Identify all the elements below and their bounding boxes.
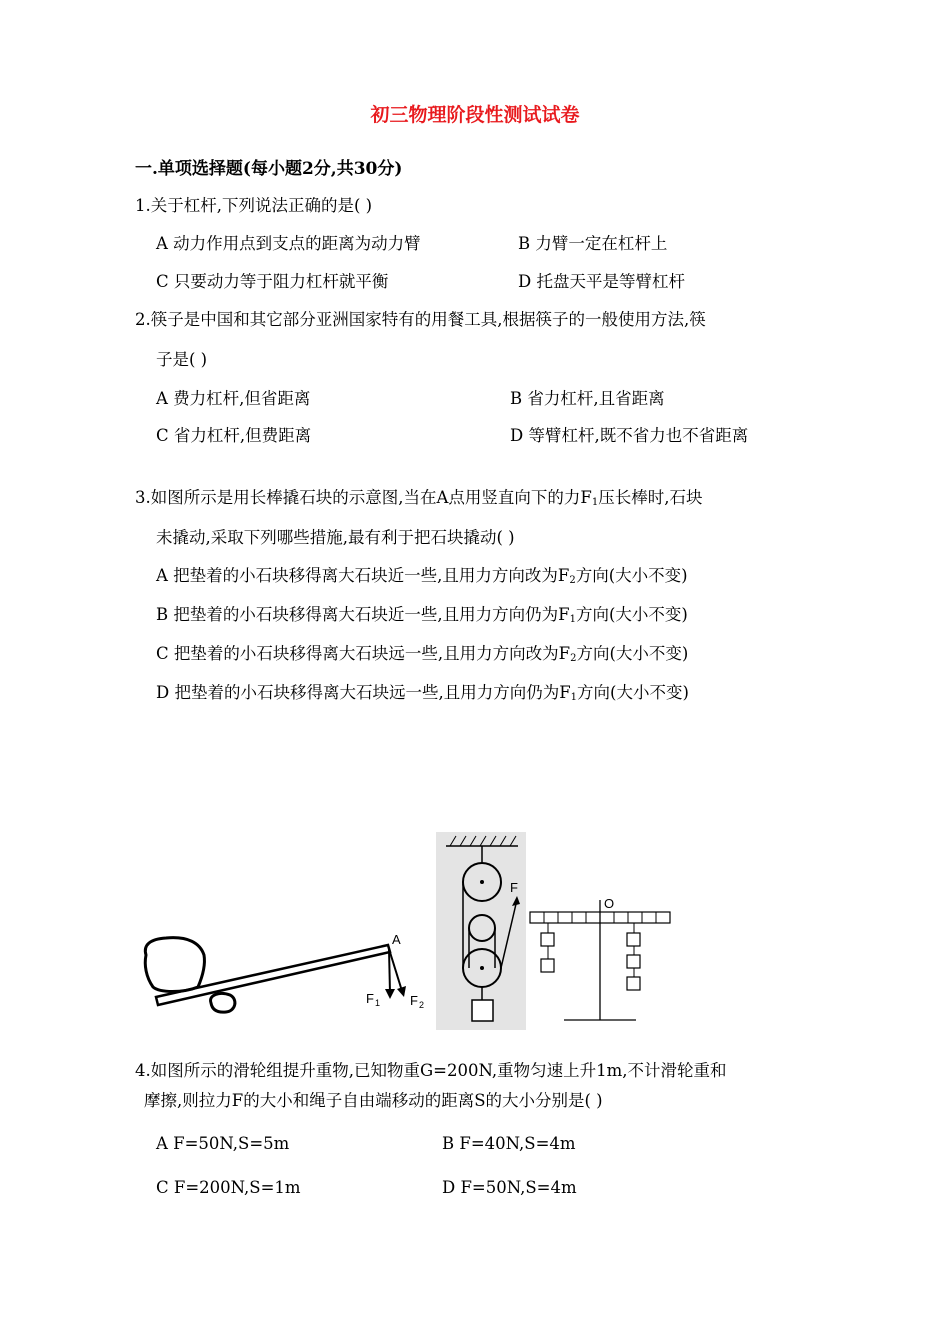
section-heading: 一.单项选择题(每小题2分,共30分) bbox=[135, 159, 403, 179]
option-text: 方向(大小不变) bbox=[576, 644, 689, 663]
weight-block bbox=[541, 959, 554, 972]
subscript: 2 bbox=[570, 653, 577, 664]
q1-option-c: C 只要动力等于阻力杠杆就平衡 bbox=[156, 272, 389, 291]
weight-block bbox=[627, 977, 640, 990]
option-text: 方向(大小不变) bbox=[575, 605, 688, 624]
q2-stem-line1: 2.筷子是中国和其它部分亚洲国家特有的用餐工具,根据筷子的一般使用方法,筷 bbox=[135, 310, 706, 329]
q2-option-a: A 费力杠杆,但省距离 bbox=[156, 389, 311, 408]
lever-f2-label: F bbox=[410, 993, 418, 1008]
q2-option-c: C 省力杠杆,但费距离 bbox=[156, 426, 312, 445]
option-text: D 把垫着的小石块移得离大石块远一些,且用力方向仍为F bbox=[156, 683, 571, 702]
q3-stem-line1 bbox=[135, 484, 702, 508]
q2-option-d: D 等臂杠杆,既不省力也不省距离 bbox=[510, 426, 749, 445]
q1-option-d: D 托盘天平是等臂杠杆 bbox=[518, 272, 685, 291]
q4-stem-line1: 4.如图所示的滑轮组提升重物,已知物重G=200N,重物匀速上升1m,不计滑轮重和 bbox=[135, 1061, 727, 1080]
q3-option-d bbox=[156, 679, 689, 703]
pulley-force-label: F bbox=[510, 880, 518, 895]
subscript: 1 bbox=[569, 614, 576, 625]
small-rock bbox=[211, 993, 235, 1012]
q3-option-a bbox=[156, 562, 688, 586]
q2-stem-line2: 子是( ) bbox=[156, 350, 208, 369]
lever-bar bbox=[156, 945, 390, 1005]
pulley-figure bbox=[436, 832, 526, 1030]
q1-option-b: B 力臂一定在杠杆上 bbox=[518, 234, 668, 253]
q3-stem-text: 3.如图所示是用长棒撬石块的示意图,当在A点用竖直向下的力F bbox=[135, 488, 592, 507]
large-rock bbox=[145, 938, 204, 992]
lever-point-label: A bbox=[392, 932, 401, 947]
load-weight bbox=[472, 1000, 493, 1021]
force-f2-arrowhead bbox=[397, 986, 406, 997]
q3-stem-text: 压长棒时,石块 bbox=[598, 488, 703, 507]
q1-stem: 1.关于杠杆,下列说法正确的是( ) bbox=[135, 196, 373, 215]
force-f1-arrowhead bbox=[385, 989, 395, 999]
pulley-axle bbox=[480, 880, 484, 884]
weight-block bbox=[627, 933, 640, 946]
lever-f1-label: F bbox=[366, 991, 374, 1006]
lever-f1-subscript: 1 bbox=[375, 998, 381, 1008]
subscript: 1 bbox=[570, 692, 578, 703]
weight-block bbox=[627, 955, 640, 968]
weight-block bbox=[541, 933, 554, 946]
q4-stem-line2: 摩擦,则拉力F的大小和绳子自由端移动的距离S的大小分别是( ) bbox=[144, 1091, 603, 1110]
pivot-label: O bbox=[604, 896, 615, 911]
q3-option-b bbox=[156, 601, 688, 625]
q4-option-c: C F=200N,S=1m bbox=[156, 1178, 301, 1197]
option-text: B 把垫着的小石块移得离大石块近一些,且用力方向仍为F bbox=[156, 605, 570, 624]
subscript: 1 bbox=[591, 497, 599, 508]
balance-figure bbox=[526, 892, 674, 1024]
option-text: A 把垫着的小石块移得离大石块近一些,且用力方向改为F bbox=[156, 566, 570, 585]
q3-stem-line2: 未撬动,采取下列哪些措施,最有利于把石块撬动( ) bbox=[156, 528, 515, 547]
lever-figure bbox=[138, 925, 438, 1025]
option-text: 方向(大小不变) bbox=[575, 566, 688, 585]
option-text: C 把垫着的小石块移得离大石块远一些,且用力方向改为F bbox=[156, 644, 571, 663]
q1-option-a: A 动力作用点到支点的距离为动力臂 bbox=[156, 234, 421, 253]
q4-option-a: A F=50N,S=5m bbox=[156, 1134, 290, 1153]
lever-f2-subscript: 2 bbox=[419, 1000, 425, 1010]
page-title: 初三物理阶段性测试试卷 bbox=[370, 104, 580, 126]
q4-option-b: B F=40N,S=4m bbox=[442, 1134, 576, 1153]
force-f1-line bbox=[389, 949, 390, 993]
option-text: 方向(大小不变) bbox=[577, 683, 689, 702]
force-f2-line bbox=[389, 949, 402, 991]
q2-option-b: B 省力杠杆,且省距离 bbox=[510, 389, 665, 408]
q3-option-c bbox=[156, 640, 688, 664]
pulley-axle bbox=[480, 966, 484, 970]
subscript: 2 bbox=[569, 575, 576, 586]
q4-option-d: D F=50N,S=4m bbox=[442, 1178, 577, 1197]
